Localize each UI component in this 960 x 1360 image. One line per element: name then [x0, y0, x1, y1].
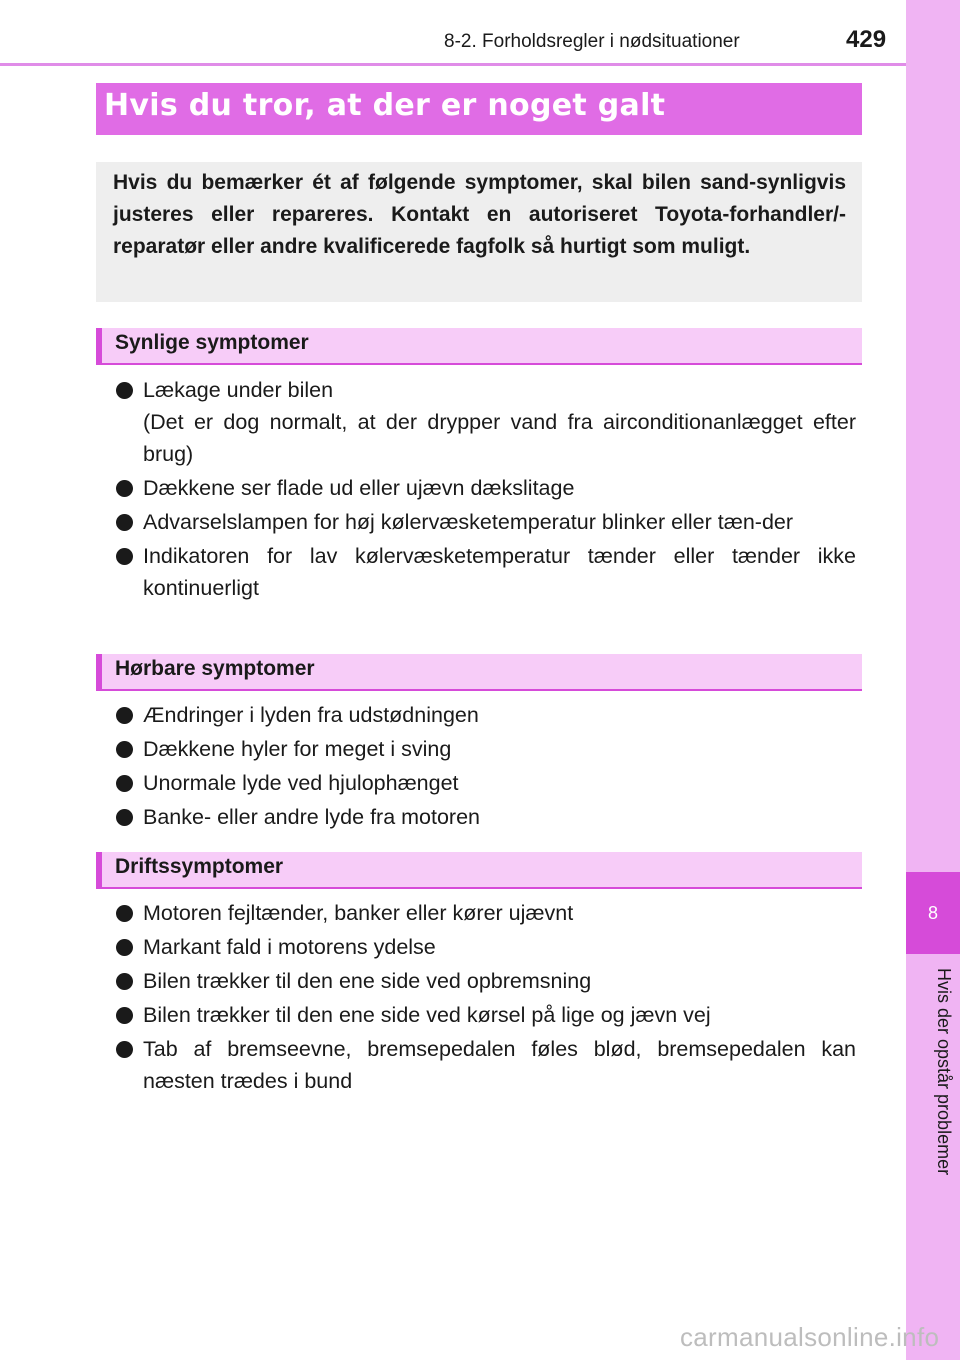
header-section-title: 8-2. Forholdsregler i nødsituationer: [444, 31, 740, 52]
list-item: [116, 931, 856, 963]
bullet-icon: [116, 905, 133, 922]
section-title-driving: Driftssymptomer: [115, 855, 284, 878]
list-item-text: Dækkene hyler for meget i sving: [143, 737, 452, 761]
bullet-icon: [116, 707, 133, 724]
section-header-audible: [96, 654, 862, 691]
list-item-note: [116, 406, 856, 470]
list-item: [116, 374, 856, 406]
bullet-icon: [116, 1041, 133, 1058]
section-title-audible: Hørbare symptomer: [115, 657, 315, 680]
intro-box: [96, 162, 862, 302]
list-item: [116, 801, 856, 833]
bullet-icon: [116, 1007, 133, 1024]
driving-symptoms-list: [116, 897, 856, 1099]
section-header-driving: [96, 852, 862, 889]
section-title-visible: Synlige symptomer: [115, 331, 309, 354]
list-item: [116, 999, 856, 1031]
list-item-text: Bilen trækker til den ene side ved kørsel på lige og jævn vej: [143, 1003, 711, 1027]
list-item-text: Advarselslampen for høj kølervæsketemperatur blinker eller tæn-der: [143, 510, 794, 534]
watermark: carmanualsonline.info: [680, 1322, 940, 1352]
audible-symptoms-list: [116, 699, 856, 835]
main-title: Hvis du tror, at der er noget galt: [104, 88, 666, 123]
bullet-icon: [116, 548, 133, 565]
list-item: [116, 1033, 856, 1097]
chapter-number: 8: [927, 902, 938, 923]
list-item-text: Banke- eller andre lyde fra motoren: [143, 805, 481, 829]
page-number: 429: [846, 26, 887, 53]
chapter-number-box: [906, 872, 960, 954]
list-item: [116, 733, 856, 765]
bullet-icon: [116, 514, 133, 531]
chapter-title-vertical: Hvis der opstår problemer: [934, 968, 954, 1176]
bullet-icon: [116, 741, 133, 758]
visible-symptoms-list: [116, 374, 856, 606]
list-item: [116, 897, 856, 929]
list-item-text: Tab af bremseevne, bremsepedalen føles blød, bremsepedalen kan næsten trædes i bund: [143, 1037, 856, 1093]
section-header-visible: [96, 328, 862, 365]
list-item: [116, 767, 856, 799]
list-item-text: Unormale lyde ved hjulophænget: [143, 771, 459, 795]
list-item-note-text: (Det er dog normalt, at der drypper vand fra airconditionanlægget efter brug): [143, 410, 856, 466]
list-item-text: Motoren fejltænder, banker eller kører ujævnt: [143, 901, 574, 925]
list-item-text: Bilen trækker til den ene side ved opbremsning: [143, 969, 592, 993]
header-rule: [0, 63, 906, 66]
bullet-icon: [116, 809, 133, 826]
list-item-text: Indikatoren for lav kølervæsketemperatur tænder eller tænder ikke kontinuerligt: [143, 544, 856, 600]
list-item-text: Lækage under bilen: [143, 378, 334, 402]
list-item: [116, 506, 856, 538]
list-item: [116, 699, 856, 731]
bullet-icon: [116, 382, 133, 399]
bullet-icon: [116, 480, 133, 497]
list-item-text: Dækkene ser flade ud eller ujævn dækslitage: [143, 476, 575, 500]
bullet-icon: [116, 939, 133, 956]
list-item: [116, 472, 856, 504]
main-title-bar: [96, 83, 862, 135]
bullet-icon: [116, 775, 133, 792]
list-item-text: Markant fald i motorens ydelse: [143, 935, 436, 959]
intro-text: Hvis du bemærker ét af følgende symptomer, skal bilen sand-synligvis justeres eller repareres. Kontakt en autoriseret Toyota-forhandler/-reparatør eller andre kvalificerede fagfolk så hurtigt som muligt.: [113, 171, 846, 258]
bullet-icon: [116, 973, 133, 990]
list-item: [116, 540, 856, 604]
list-item: [116, 965, 856, 997]
list-item-text: Ændringer i lyden fra udstødningen: [143, 703, 479, 727]
